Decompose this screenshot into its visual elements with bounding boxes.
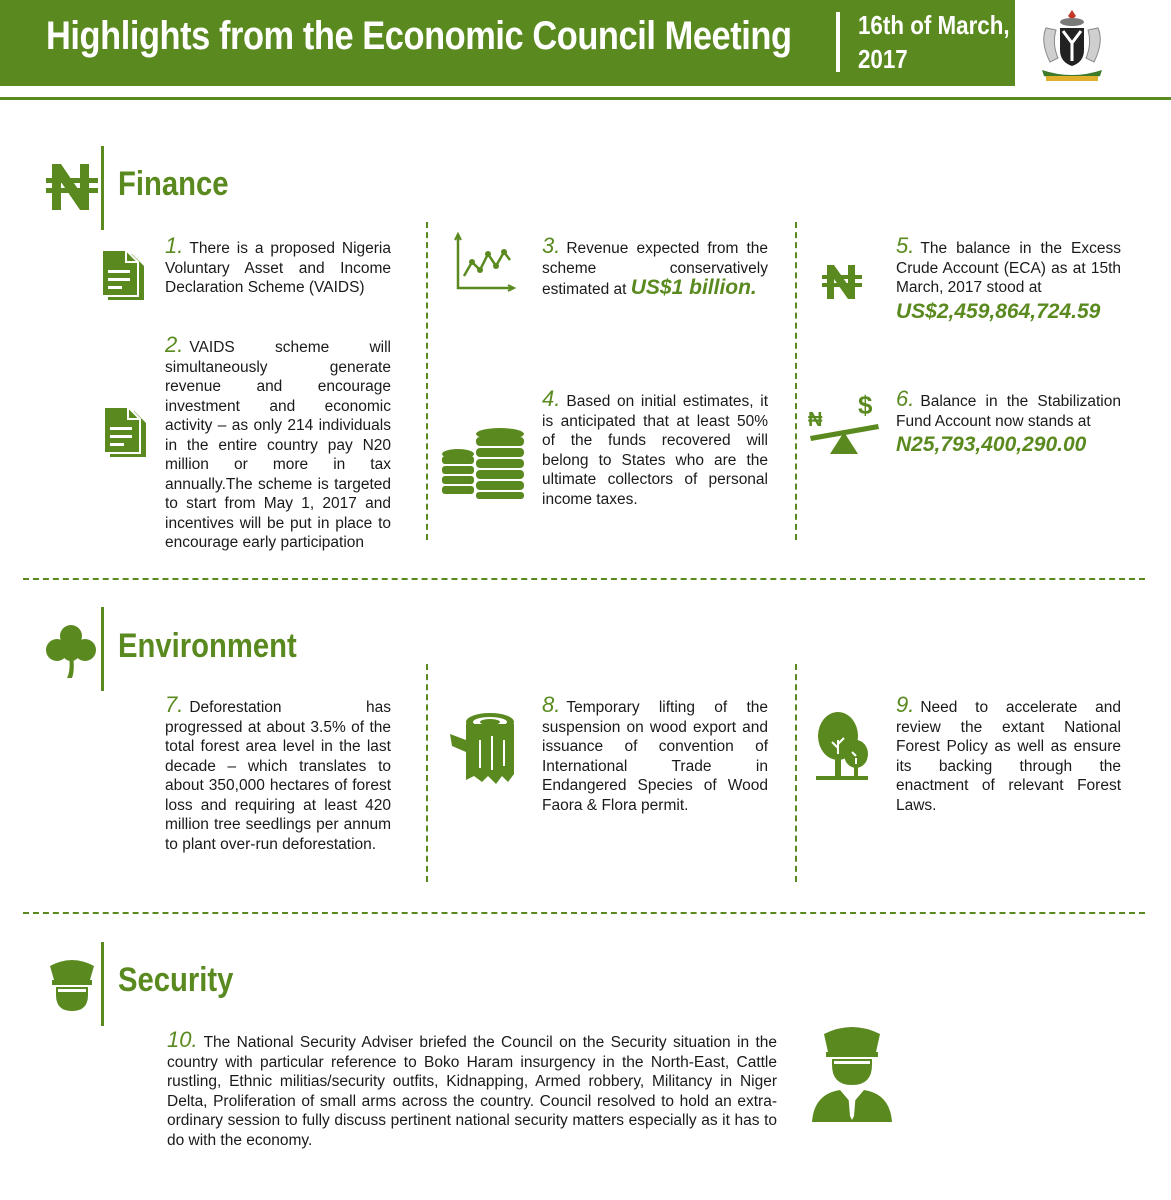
naira-icon <box>822 262 862 302</box>
page-title: Highlights from the Economic Council Meeting <box>46 14 792 58</box>
item-7: 7. Deforestation has progressed at about 3.5% of the total forest area level in the last decade – which translates to about 350,000 hectares of forest loss and requiring at least 420 million tree seedlings per annum to plant over-run deforestation. <box>165 692 391 853</box>
item-6: 6. Balance in the Stabilization Fund Account now stands at N25,793,400,290.00 <box>896 386 1121 456</box>
security-officer-icon <box>810 1024 894 1124</box>
meeting-date <box>858 8 1010 76</box>
section-title-security: Security <box>118 961 234 999</box>
item-1: 1. There is a proposed Nigeria Voluntary Asset and Income Declaration Scheme (VAIDS) <box>165 233 391 296</box>
column-divider <box>426 664 428 882</box>
item-8: 8. Temporary lifting of the suspension on wood export and issuance of convention of International Trade in Endangered Species of Wood Faora & Flora permit. <box>542 692 768 814</box>
eca-balance: US$2,459,864,724.59 <box>896 299 1101 323</box>
section-bar <box>101 607 104 691</box>
header-banner <box>0 0 1015 86</box>
section-divider <box>23 912 1145 914</box>
header-divider <box>836 12 840 72</box>
item-9: 9. Need to accelerate and review the extant National Forest Policy as well as ensure its backing through the enactment of relevant Forest Laws. <box>896 692 1121 814</box>
item-3: 3. Revenue expected from the scheme conservatively estimated at US$1 billion. <box>542 233 768 299</box>
dollar-symbol: $ <box>858 390 873 420</box>
column-divider <box>795 664 797 882</box>
coin-stack-icon <box>440 428 528 500</box>
item-10: 10. The National Security Adviser briefed the Council on the Security situation in the country with particular reference to Boko Haram insurgency in the North-East, Cattle rustling, Ethnic militias/security outfits, Kidnapping, Armed robbery, Militancy in Niger Delta, Proliferation of small arms across the country. Council resolved to hold an extra-ordinary session to fully discuss pertinent national security matters especially as it has to do with the economy. <box>167 1027 777 1149</box>
section-title-finance: Finance <box>118 165 229 203</box>
section-divider <box>23 578 1145 580</box>
section-bar <box>101 146 104 230</box>
clover-icon <box>44 624 98 680</box>
revenue-estimate: US$1 billion. <box>630 276 757 299</box>
naira-icon <box>46 160 98 214</box>
coat-of-arms-icon <box>1032 4 1112 84</box>
column-divider <box>795 222 797 540</box>
item-5: 5. The balance in the Excess Crude Account (ECA) as at 15th March, 2017 stood at US$2,459,864,724.59 <box>896 233 1121 323</box>
trees-icon <box>814 710 870 784</box>
line-chart-icon <box>454 232 516 292</box>
column-divider <box>426 222 428 540</box>
document-icon <box>100 248 148 304</box>
stabilization-balance: N25,793,400,290.00 <box>896 433 1087 456</box>
police-officer-icon <box>46 958 98 1014</box>
seesaw-balance-icon <box>808 390 880 456</box>
date-line-1: 16th of March, <box>858 10 1010 40</box>
item-4: 4. Based on initial estimates, it is anticipated that at least 50% of the funds recovered will belong to States who are the ultimate collectors of personal income taxes. <box>542 386 768 508</box>
header-rule <box>0 97 1171 100</box>
section-title-environment: Environment <box>118 627 297 665</box>
document-icon <box>102 405 150 461</box>
item-2: 2. VAIDS scheme will simultaneously generate revenue and encourage investment and economic activity – as only 214 individuals in the entire country pay N20 million or more in tax annually.The scheme is targeted to start from May 1, 2017 and incentives will be put in place to encourage early participation <box>165 332 391 551</box>
date-line-2: 2017 <box>858 44 908 74</box>
naira-symbol: ₦ <box>808 409 823 431</box>
tree-stump-icon <box>448 710 518 786</box>
section-bar <box>101 942 104 1026</box>
